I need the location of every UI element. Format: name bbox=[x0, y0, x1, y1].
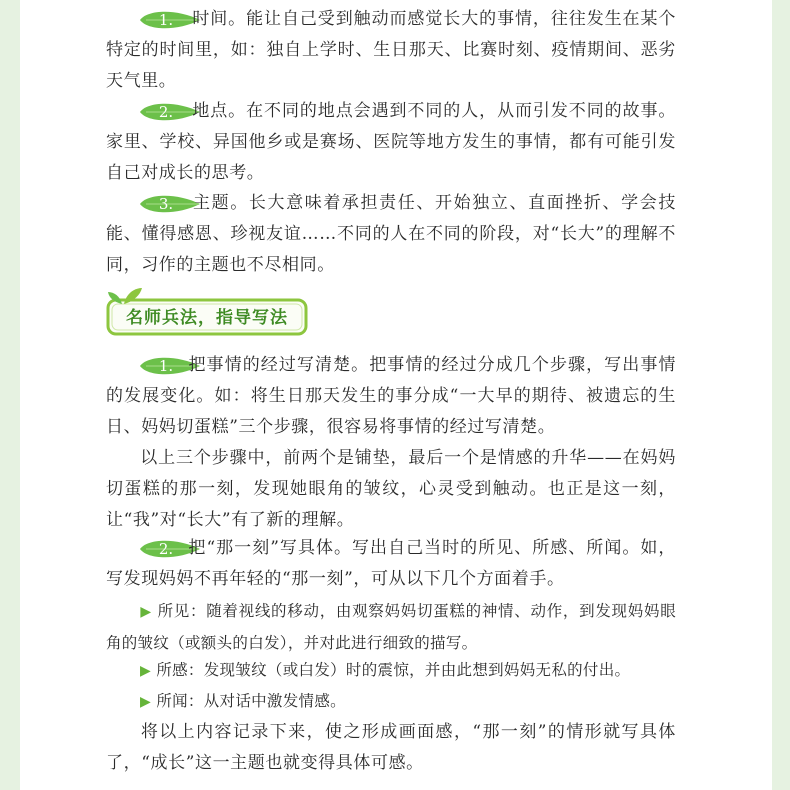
paragraph-moment bbox=[106, 533, 676, 595]
bullet-seen bbox=[106, 596, 676, 659]
paragraph-text: 把“那一刻”写具体。写出自己当时的所见、所感、所闻。如，写发现妈妈不再年轻的“那一刻”，可从以下几个方面着手。 bbox=[106, 538, 676, 589]
item-number: 2. bbox=[158, 540, 174, 558]
item-number: 1. bbox=[158, 357, 174, 375]
triangle-bullet-icon: ▶ bbox=[140, 663, 152, 679]
bullet-text: 所闻：从对话中激发情感。 bbox=[156, 692, 346, 710]
bullet-text: 所见：随着视线的移动，由观察妈妈切蛋糕的神情、动作，到发现妈妈眼角的皱纹（或额头的白发），并对此进行细致的描写。 bbox=[106, 602, 677, 652]
banner-title: 名师兵法，指导写法 bbox=[126, 308, 288, 328]
paragraph-text: 时间。能让自己受到触动而感觉长大的事情，往往发生在某个特定的时间里，如：独自上学时、生日那天、比赛时刻、疫情期间、恶劣天气里。 bbox=[106, 9, 676, 91]
paragraph-place bbox=[106, 96, 676, 189]
paragraph-text: 将以上内容记录下来，使之形成画面感，“那一刻”的情形就写具体了，“成长”这一主题也就变得具体可感。 bbox=[106, 722, 676, 773]
paragraph-time bbox=[106, 4, 676, 97]
item-number: 3. bbox=[158, 195, 174, 213]
left-margin-stripe bbox=[0, 0, 20, 790]
section-banner bbox=[104, 286, 310, 338]
triangle-bullet-icon: ▶ bbox=[140, 604, 152, 620]
paragraph-conclusion bbox=[106, 717, 676, 779]
paragraph-steps bbox=[106, 350, 676, 443]
item-number: 1. bbox=[158, 11, 174, 29]
paragraph-text: 地点。在不同的地点会遇到不同的人，从而引发不同的故事。家里、学校、异国他乡或是赛场、医院等地方发生的事情，都有可能引发自己对成长的思考。 bbox=[106, 101, 676, 183]
bullet-heard bbox=[106, 686, 676, 718]
paragraph-text: 把事情的经过写清楚。把事情的经过分成几个步骤，写出事情的发展变化。如：将生日那天发生的事分成“一大早的期待、被遗忘的生日、妈妈切蛋糕”三个步骤，很容易将事情的经过写清楚。 bbox=[106, 355, 676, 437]
paragraph-text: 以上三个步骤中，前两个是铺垫，最后一个是情感的升华——在妈妈切蛋糕的那一刻，发现她眼角的皱纹，心灵受到触动。也正是这一刻，让“我”对“长大”有了新的理解。 bbox=[106, 448, 676, 530]
triangle-bullet-icon: ▶ bbox=[140, 694, 152, 710]
paragraph-text: 主题。长大意味着承担责任、开始独立、直面挫折、学会技能、懂得感恩、珍视友谊……不同的人在不同的阶段，对“长大”的理解不同，习作的主题也不尽相同。 bbox=[106, 193, 676, 275]
bullet-text: 所感：发现皱纹（或白发）时的震惊，并由此想到妈妈无私的付出。 bbox=[156, 661, 631, 679]
paragraph-explanation bbox=[106, 443, 676, 536]
paragraph-theme bbox=[106, 188, 676, 281]
bullet-felt bbox=[106, 655, 676, 687]
right-margin-stripe bbox=[772, 0, 790, 790]
item-number: 2. bbox=[158, 103, 174, 121]
